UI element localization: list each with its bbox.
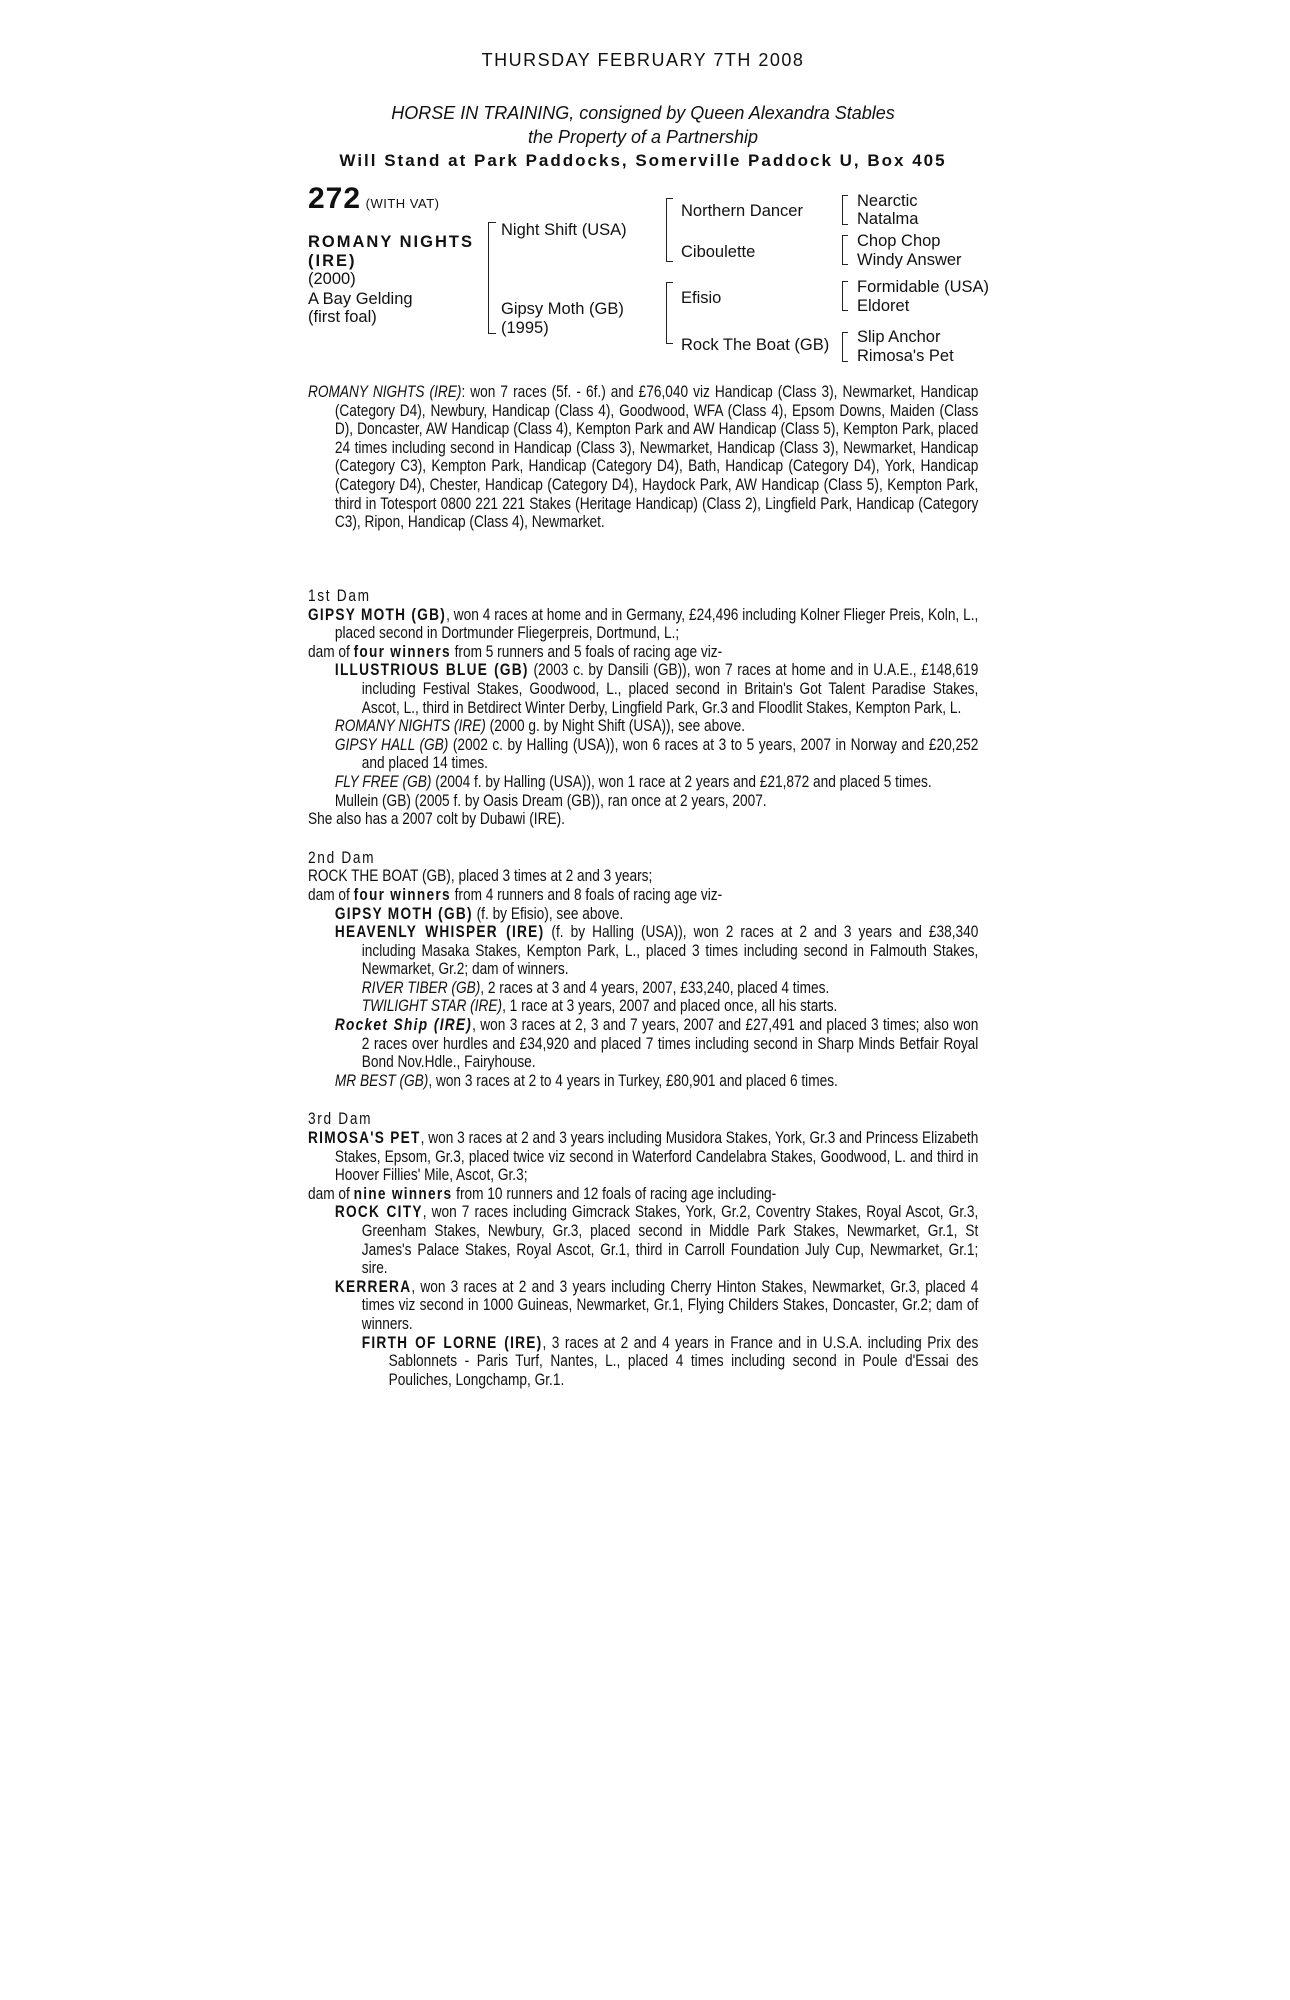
- racing-record: [308, 383, 978, 532]
- foal-entry: [308, 736, 978, 773]
- pedigree-brace: [488, 222, 496, 334]
- foal-name: HEAVENLY WHISPER (IRE): [334, 923, 545, 942]
- lot-number-line: [308, 182, 440, 215]
- lot-description: A Bay Gelding: [308, 290, 413, 308]
- foal-name: FIRTH OF LORNE (IRE): [361, 1333, 543, 1352]
- foal-name: ROMANY NIGHTS (IRE): [334, 717, 486, 736]
- foal-entry: [308, 773, 978, 792]
- pedigree-brace: [842, 195, 848, 225]
- record-text: : won 7 races (5f. - 6f.) and £76,040 viz Handicap (Class 3), Newmarket, Handicap (Category D4), Newbury, Handicap (Class 4), Goodwood, WFA (Class 4), Epsom Downs, Maiden (Class D), Doncaster, AW Handicap (Class 4), Kempton Park and AW Handicap (Class 5), Kempton Park, placed 24 times including second in Handicap (Class 3), Newmarket, Handicap (Class 3), Newmarket, Handicap (Category C3), Kempton Park, Handicap (Category D4), Bath, Handicap (Category D4), York, Handicap (Category D4), Chester, Handicap (Category D4), Haydock Park, AW Handicap (Class 5), Kempton Park, third in Totesport 0800 221 221 Stakes (Heritage Handicap) (Class 2), Lingfield Park, Handicap (Category C3), Ripon, Handicap (Class 4), Newmarket.: [334, 383, 979, 532]
- foal-name: ILLUSTRIOUS BLUE (GB): [334, 661, 529, 680]
- record-paragraph: [308, 383, 978, 532]
- pedigree-ancestor: Eldoret: [857, 297, 910, 315]
- produce-suffix: from 10 runners and 12 foals of racing age including-: [452, 1184, 777, 1203]
- third-dam-record: [308, 1129, 978, 1185]
- second-dam-produce: [308, 886, 978, 905]
- foal-entry: [308, 661, 978, 717]
- foal-entry: [308, 923, 978, 979]
- produce-suffix: from 4 runners and 8 foals of racing age viz-: [450, 885, 723, 904]
- foal-entry: [308, 905, 978, 924]
- third-dam-heading: 3rd Dam: [308, 1110, 373, 1129]
- produce-count: four winners: [353, 885, 451, 904]
- stand-line: Will Stand at Park Paddocks, Somerville Paddock U, Box 405: [339, 151, 947, 170]
- produce-count: four winners: [353, 642, 451, 661]
- foal-entry: [308, 1072, 978, 1091]
- foal-text: (2002 c. by Halling (USA)), won 6 races at 3 to 5 years, 2007 in Norway and £20,252 and placed 14 times.: [361, 735, 979, 773]
- first-dam-text: , won 4 races at home and in Germany, £24,496 including Kolner Flieger Preis, Koln, L., placed second in Dortmunder Fliegerpreis, Dortmund, L.;: [334, 605, 979, 643]
- sire: Night Shift (USA): [501, 221, 627, 239]
- record-horse-name: ROMANY NIGHTS (IRE): [308, 383, 462, 401]
- property-line: the Property of a Partnership: [527, 127, 759, 147]
- second-dam-heading: 2nd Dam: [308, 848, 376, 867]
- produce-suffix: from 5 runners and 5 foals of racing age viz-: [450, 642, 723, 661]
- foal-text: , won 7 races including Gimcrack Stakes, York, Gr.2, Coventry Stakes, Royal Ascot, Gr.3, Greenham Stakes, Newbury, Gr.3, placed second in Middle Park Stakes, Newmarket, Gr.1, St James's Palace Stakes, Royal Ascot, Gr.1, third in Carroll Foundation July Cup, Newmarket, Gr.1; sire.: [361, 1203, 979, 1278]
- pedigree-brace: [666, 198, 673, 262]
- second-dam-record: ROCK THE BOAT (GB), placed 3 times at 2 and 3 years;: [308, 867, 653, 886]
- dam: Gipsy Moth (GB): [501, 300, 624, 318]
- pedigree-ancestor: Windy Answer: [857, 251, 962, 269]
- foal-text: (f. by Efisio), see above.: [472, 904, 624, 923]
- foal-entry: Mullein (GB) (2005 f. by Oasis Dream (GB)), ran once at 2 years, 2007.: [334, 791, 767, 810]
- foal-name: Rocket Ship (IRE): [334, 1016, 473, 1035]
- foal-text: , won 3 races at 2 to 4 years in Turkey, £80,901 and placed 6 times.: [428, 1071, 838, 1090]
- pedigree-brace: [842, 332, 848, 362]
- foal-text: (2000 g. by Night Shift (USA)), see above.: [485, 717, 746, 736]
- produce-count: nine winners: [353, 1184, 453, 1203]
- foal-name: GIPSY HALL (GB): [334, 735, 449, 754]
- third-dam-name: RIMOSA'S PET: [308, 1129, 421, 1148]
- pedigree-ancestor: Chop Chop: [857, 232, 941, 250]
- foal-name: MR BEST (GB): [334, 1071, 429, 1090]
- first-dam-produce: [308, 643, 978, 662]
- pedigree-ancestor: Formidable (USA): [857, 278, 990, 296]
- foal-text: , 2 races at 3 and 4 years, 2007, £33,240, placed 4 times.: [480, 978, 830, 997]
- foal-entry: [308, 1278, 978, 1334]
- third-dam-text: , won 3 races at 2 and 3 years including Musidora Stakes, York, Gr.3 and Princess Elizabeth Stakes, Epsom, Gr.3, placed twice viz second in Waterford Candelabra Stakes, Goodwood, L. and third in Hoover Fillies' Mile, Ascot, Gr.3;: [334, 1129, 979, 1185]
- foal-name: FLY FREE (GB): [334, 772, 432, 791]
- foal-entry: [308, 1016, 978, 1072]
- grand-foal-entry: [308, 1334, 978, 1390]
- pedigree-brace: [842, 235, 848, 265]
- dam-year: (1995): [501, 319, 549, 337]
- lot-name: ROMANY NIGHTS: [308, 233, 474, 251]
- foal-text: , won 3 races at 2 and 3 years including Cherry Hinton Stakes, Newmarket, Gr.3, placed 4 times viz second in 1000 Guineas, Newmarket, Gr.1, Flying Childers Stakes, Doncaster, Gr.2; dam of winners.: [361, 1277, 979, 1333]
- dam-sire: Efisio: [681, 289, 722, 307]
- lot-country: (IRE): [308, 252, 357, 270]
- grand-foal-entry: [308, 997, 978, 1016]
- pedigree-brace: [666, 282, 673, 344]
- pedigree-ancestor: Slip Anchor: [857, 328, 941, 346]
- foal-text: , won 3 races at 2, 3 and 7 years, 2007 and £27,491 and placed 3 times; also won 2 races over hurdles and £34,920 and placed 7 times including second in Sharp Minds Betfair Royal Bond Nov.Hdle., Fairyhouse.: [361, 1016, 979, 1072]
- pedigree-ancestor: Natalma: [857, 210, 919, 228]
- produce-prefix: dam of: [308, 885, 354, 904]
- sire-sire: Northern Dancer: [681, 202, 803, 220]
- foal-name: TWILIGHT STAR (IRE): [361, 997, 503, 1016]
- lot-note: (first foal): [308, 308, 377, 326]
- foal-text: (2004 f. by Halling (USA)), won 1 race at 2 years and £21,872 and placed 5 times.: [431, 772, 932, 791]
- foal-entry: [308, 1203, 978, 1277]
- foal-text: (f. by Halling (USA)), won 2 races at 2 and 3 years and £38,340 including Masaka Stakes, Kempton Park, L., placed 3 times including second in Falmouth Stakes, Newmarket, Gr.2; dam of winners.: [361, 923, 979, 979]
- foal-name: KERRERA: [334, 1277, 412, 1296]
- sale-date: THURSDAY FEBRUARY 7TH 2008: [481, 50, 805, 70]
- dam-dam: Rock The Boat (GB): [681, 336, 830, 354]
- dam-sections: [308, 587, 978, 1389]
- foal-text: , 3 races at 2 and 4 years in France and in U.S.A. including Prix des Sablonnets - Paris Turf, Nantes, L., placed 4 times including second in Poule d'Essai des Pouliches, Longchamp, Gr.1.: [388, 1333, 979, 1389]
- first-dam-record: [308, 606, 978, 643]
- pedigree-ancestor: Rimosa's Pet: [857, 347, 954, 365]
- pedigree-ancestor: Nearctic: [857, 192, 918, 210]
- grand-foal-entry: [308, 979, 978, 998]
- lot-number: 272: [308, 182, 362, 215]
- produce-prefix: dam of: [308, 1184, 354, 1203]
- consignor-line: HORSE IN TRAINING, consigned by Queen Alexandra Stables: [391, 103, 895, 123]
- produce-prefix: dam of: [308, 642, 354, 661]
- foal-name: ROCK CITY: [334, 1203, 423, 1222]
- third-dam-produce: [308, 1185, 978, 1204]
- foal-text: , 1 race at 3 years, 2007 and placed once, all his starts.: [502, 997, 838, 1016]
- first-dam-heading: 1st Dam: [308, 587, 371, 605]
- first-dam-name: GIPSY MOTH (GB): [308, 605, 447, 624]
- foal-name: RIVER TIBER (GB): [361, 978, 481, 997]
- pedigree-brace: [842, 281, 848, 311]
- foal-name: GIPSY MOTH (GB): [334, 904, 473, 923]
- sire-dam: Ciboulette: [681, 243, 756, 261]
- foal-text: (2003 c. by Dansili (GB)), won 7 races at home and in U.A.E., £148,619 including Festival Stakes, Goodwood, L., placed second in Britain's Got Talent Paradise Stakes, Ascot, L., third in Betdirect Winter Derby, Lingfield Park, Gr.3 and Floodlit Stakes, Kempton Park, L.: [361, 661, 979, 717]
- lot-vat: (WITH VAT): [365, 196, 440, 211]
- first-dam-also: She also has a 2007 colt by Dubawi (IRE).: [308, 810, 565, 829]
- lot-year: (2000): [308, 270, 356, 288]
- foal-entry: [308, 717, 978, 736]
